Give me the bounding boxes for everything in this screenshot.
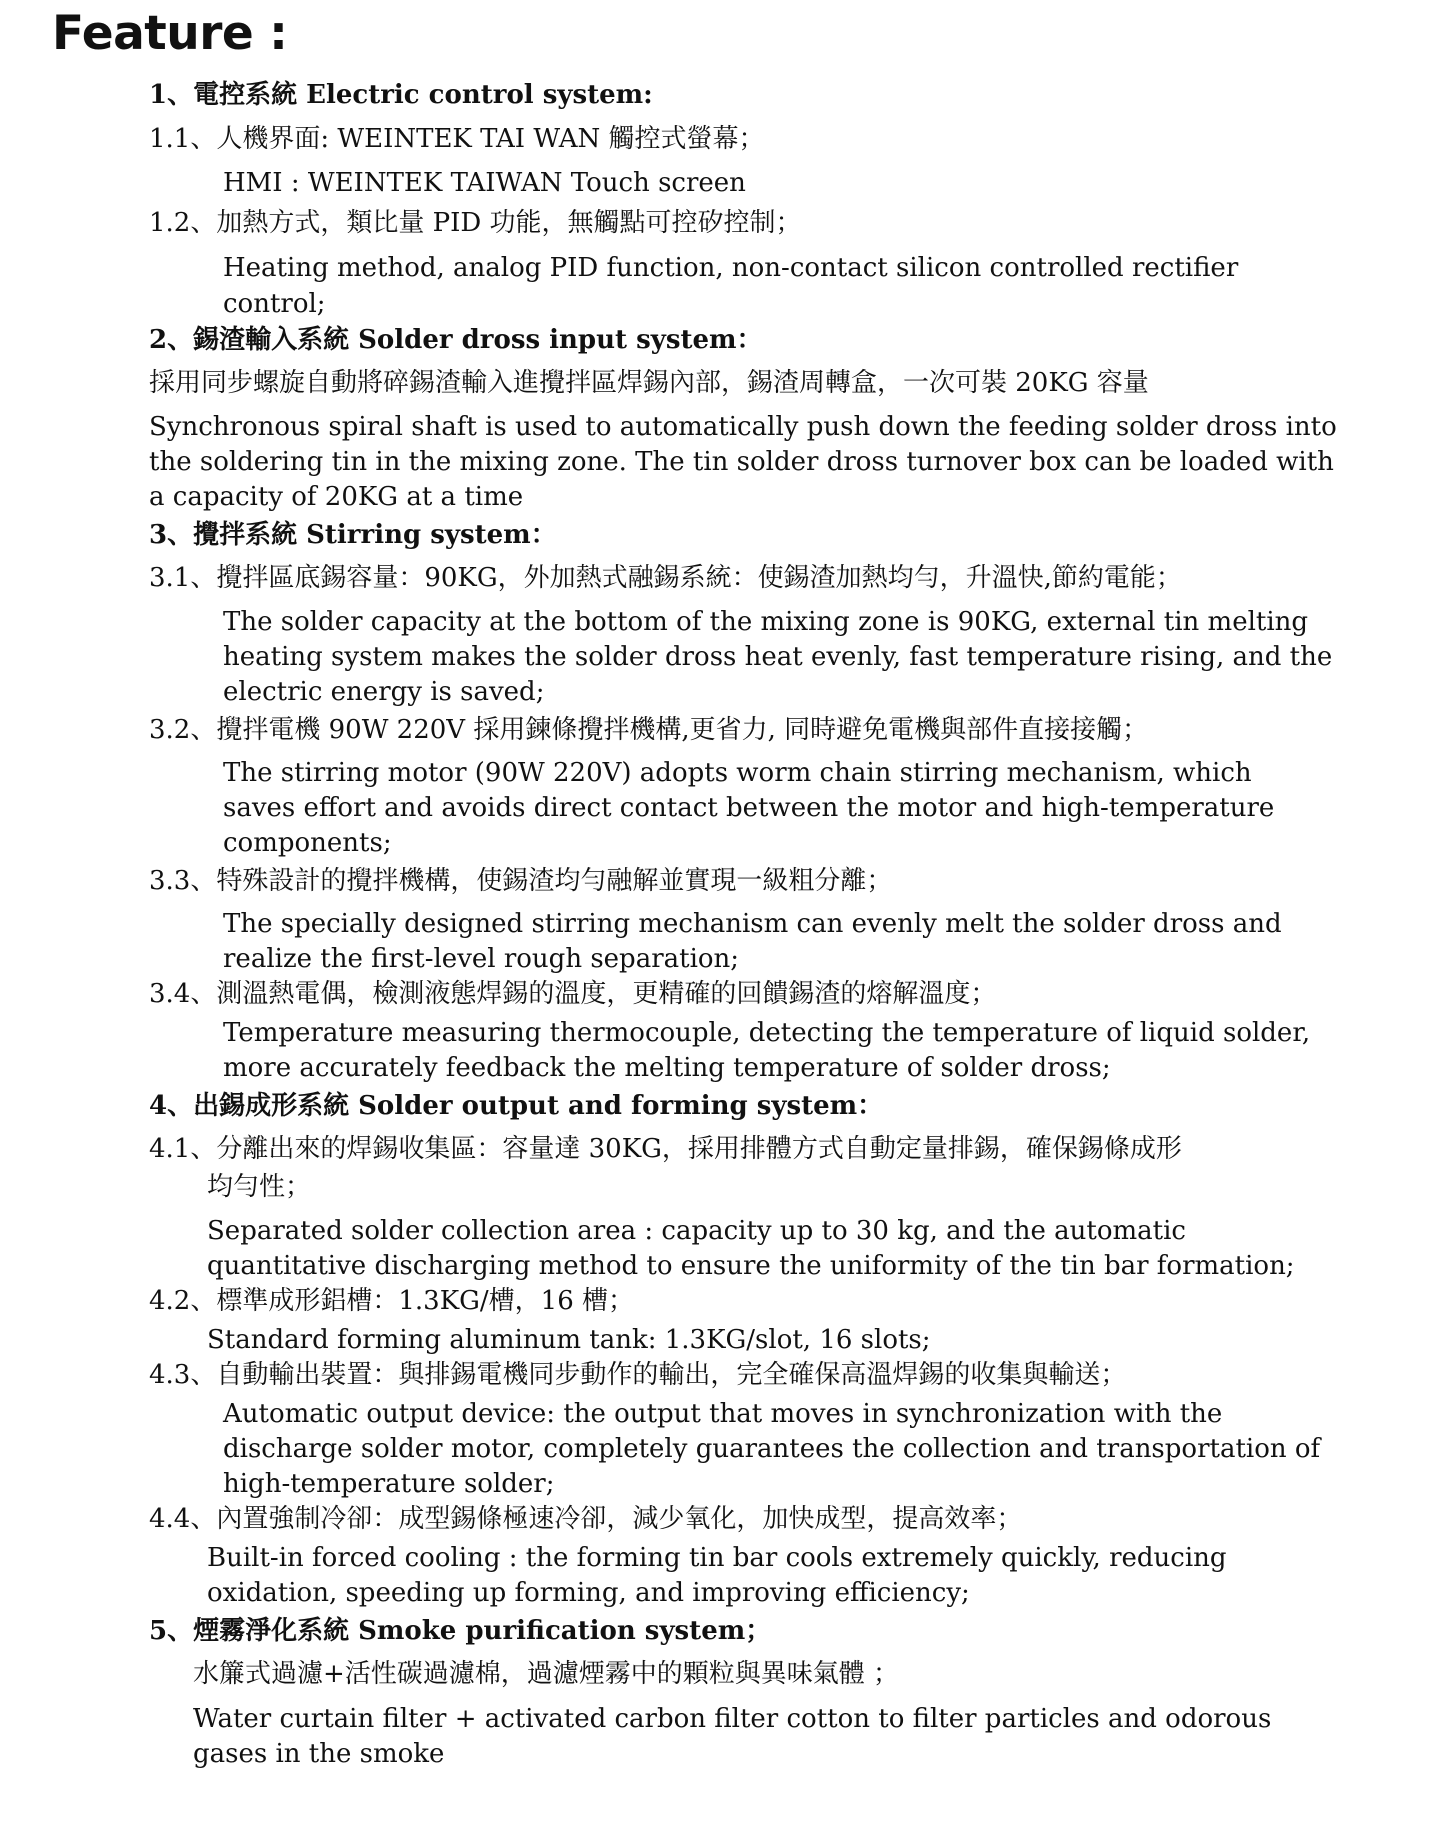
item-text: control;	[223, 289, 326, 319]
item-text: 水簾式過濾+活性碳過濾棉，過濾煙霧中的顆粒與異味氣體 ；	[193, 1659, 900, 1689]
item-text: Synchronous spiral shaft is used to automatically push down the feeding solder dross into	[149, 412, 1337, 442]
item-text: Heating method, analog PID function, non-contact silicon controlled rectifier	[223, 253, 1239, 283]
item-text: 均勻性；	[207, 1172, 312, 1202]
item-text: discharge solder motor, completely guarantees the collection and transportation of	[223, 1434, 1321, 1464]
item-text: 3.1、攪拌區底錫容量：90KG，外加熱式融錫系統：使錫渣加熱均勻，升溫快,節約電能；	[149, 563, 1182, 593]
item-text: electric energy is saved;	[223, 677, 545, 707]
item-text: The solder capacity at the bottom of the mixing zone is 90KG, external tin melting	[223, 607, 1309, 637]
item-text: 1.1、人機界面: WEINTEK TAI WAN 觸控式螢幕；	[149, 124, 765, 154]
item-text: 4.3、自動輸出裝置：與排錫電機同步動作的輸出，完全確保高溫焊錫的收集與輸送；	[149, 1360, 1127, 1390]
item-text: 4.1、分離出來的焊錫收集區：容量達 30KG，採用排體方式自動定量排錫，確保錫條成形	[149, 1134, 1182, 1164]
item-text: oxidation, speeding up forming, and improving efficiency;	[207, 1578, 970, 1608]
item-text: The specially designed stirring mechanism can evenly melt the solder dross and	[223, 909, 1282, 939]
item-text: a capacity of 20KG at a time	[149, 482, 524, 512]
item-text: gases in the smoke	[193, 1739, 445, 1769]
item-text: Temperature measuring thermocouple, detecting the temperature of liquid solder,	[223, 1018, 1311, 1048]
item-text: 3.3、特殊設計的攪拌機構，使錫渣均勻融解並實現一級粗分離；	[149, 866, 893, 896]
item-text: Automatic output device: the output that moves in synchronization with the	[223, 1399, 1223, 1429]
item-text: realize the first-level rough separation;	[223, 944, 740, 974]
item-text: saves effort and avoids direct contact between the motor and high-temperature	[223, 793, 1275, 823]
section-heading: 3、攪拌系統 Stirring system：	[149, 520, 557, 550]
item-text: 3.2、攪拌電機 90W 220V 採用鍊條攪拌機構,更省力, 同時避免電機與部件直接接觸；	[149, 715, 1149, 745]
section-heading: 2、錫渣輸入系統 Solder dross input system：	[149, 325, 763, 355]
item-text: Standard forming aluminum tank: 1.3KG/slot, 16 slots;	[207, 1325, 931, 1355]
section-heading: 1、電控系統 Electric control system:	[149, 80, 653, 110]
item-text: Separated solder collection area : capacity up to 30 kg, and the automatic	[207, 1216, 1186, 1246]
item-text: heating system makes the solder dross heat evenly, fast temperature rising, and the	[223, 642, 1333, 672]
item-text: 3.4、測溫熱電偶，檢測液態焊錫的溫度，更精確的回饋錫渣的熔解溫度；	[149, 979, 997, 1009]
item-text: 採用同步螺旋自動將碎錫渣輸入進攪拌區焊錫內部，錫渣周轉盒，一次可裝 20KG 容量	[149, 368, 1149, 398]
section-heading: 4、出錫成形系統 Solder output and forming system：	[149, 1091, 884, 1121]
item-text: the soldering tin in the mixing zone. The tin solder dross turnover box can be loaded with	[149, 447, 1334, 477]
item-text: 4.2、標準成形鋁槽：1.3KG/槽，16 槽；	[149, 1286, 634, 1316]
section-heading: 5、煙霧淨化系統 Smoke purification system；	[149, 1616, 772, 1646]
item-text: more accurately feedback the melting temperature of solder dross;	[223, 1053, 1111, 1083]
item-text: 1.2、加熱方式，類比量 PID 功能，無觸點可控矽控制；	[149, 208, 802, 238]
item-text: high-temperature solder;	[223, 1469, 555, 1499]
item-text: Built-in forced cooling : the forming tin bar cools extremely quickly, reducing	[207, 1543, 1227, 1573]
page-title: Feature :	[52, 6, 288, 61]
item-text: quantitative discharging method to ensure the uniformity of the tin bar formation;	[207, 1251, 1295, 1281]
item-text: components;	[223, 828, 392, 858]
item-text: HMI : WEINTEK TAIWAN Touch screen	[223, 168, 746, 198]
item-text: Water curtain filter + activated carbon filter cotton to filter particles and odorous	[193, 1704, 1272, 1734]
item-text: The stirring motor (90W 220V) adopts worm chain stirring mechanism, which	[223, 758, 1252, 788]
item-text: 4.4、內置強制冷卻：成型錫條極速冷卻，減少氧化，加快成型，提高效率；	[149, 1504, 1023, 1534]
